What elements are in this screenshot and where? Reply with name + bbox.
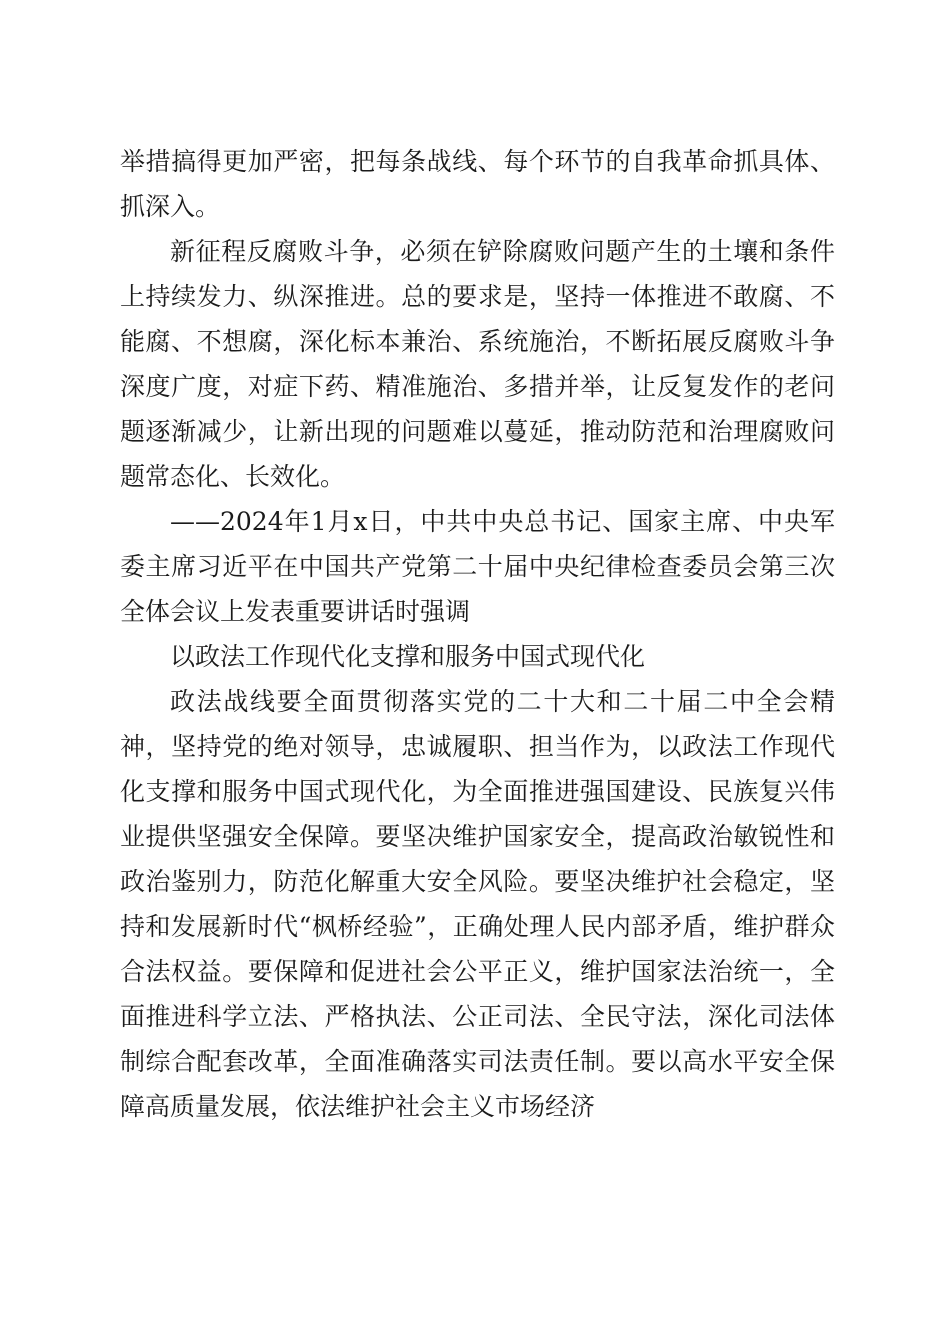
paragraph-anti-corruption: 新征程反腐败斗争，必须在铲除腐败问题产生的土壤和条件上持续发力、纵深推进。总的要求是，坚持一体推进不敢腐、不能腐、不想腐，深化标本兼治、系统施治，不断拓展反腐败斗争深度广度，对症下药、精准施治、多措并举，让反复发作的老问题逐渐减少，让新出现的问题难以蔓延，推动防范和治理腐败问题常态化、长效化。: [120, 237, 835, 491]
paragraph-political-legal: 政法战线要全面贯彻落实党的二十大和二十届二中全会精神，坚持党的绝对领导，忠诚履职、担当作为，以政法工作现代化支撑和服务中国式现代化，为全面推进强国建设、民族复兴伟业提供坚强安全保障。要坚决维护国家安全，提高政治敏锐性和政治鉴别力，防范化解重大安全风险。要坚决维护社会稳定，坚持和发展新时代“枫桥经验”，正确处理人民内部矛盾，维护群众合法权益。要保障和促进社会公平正义，维护国家法治统一，全面推进科学立法、严格执法、公正司法、全民守法，深化司法体制综合配套改革，全面准确落实司法责任制。要以高水平安全保障高质量发展，依法维护社会主义市场经济: [120, 687, 835, 1121]
paragraph-continuation: 举措搞得更加严密，把每条战线、每个环节的自我革命抓具体、抓深入。: [120, 147, 835, 221]
section-heading: 以政法工作现代化支撑和服务中国式现代化: [170, 642, 646, 671]
paragraph-source-attribution: ——2024年1月x日，中共中央总书记、国家主席、中央军委主席习近平在中国共产党第二十届中央纪律检查委员会第三次全体会议上发表重要讲话时强调: [120, 507, 835, 626]
document-body: [120, 139, 835, 1129]
